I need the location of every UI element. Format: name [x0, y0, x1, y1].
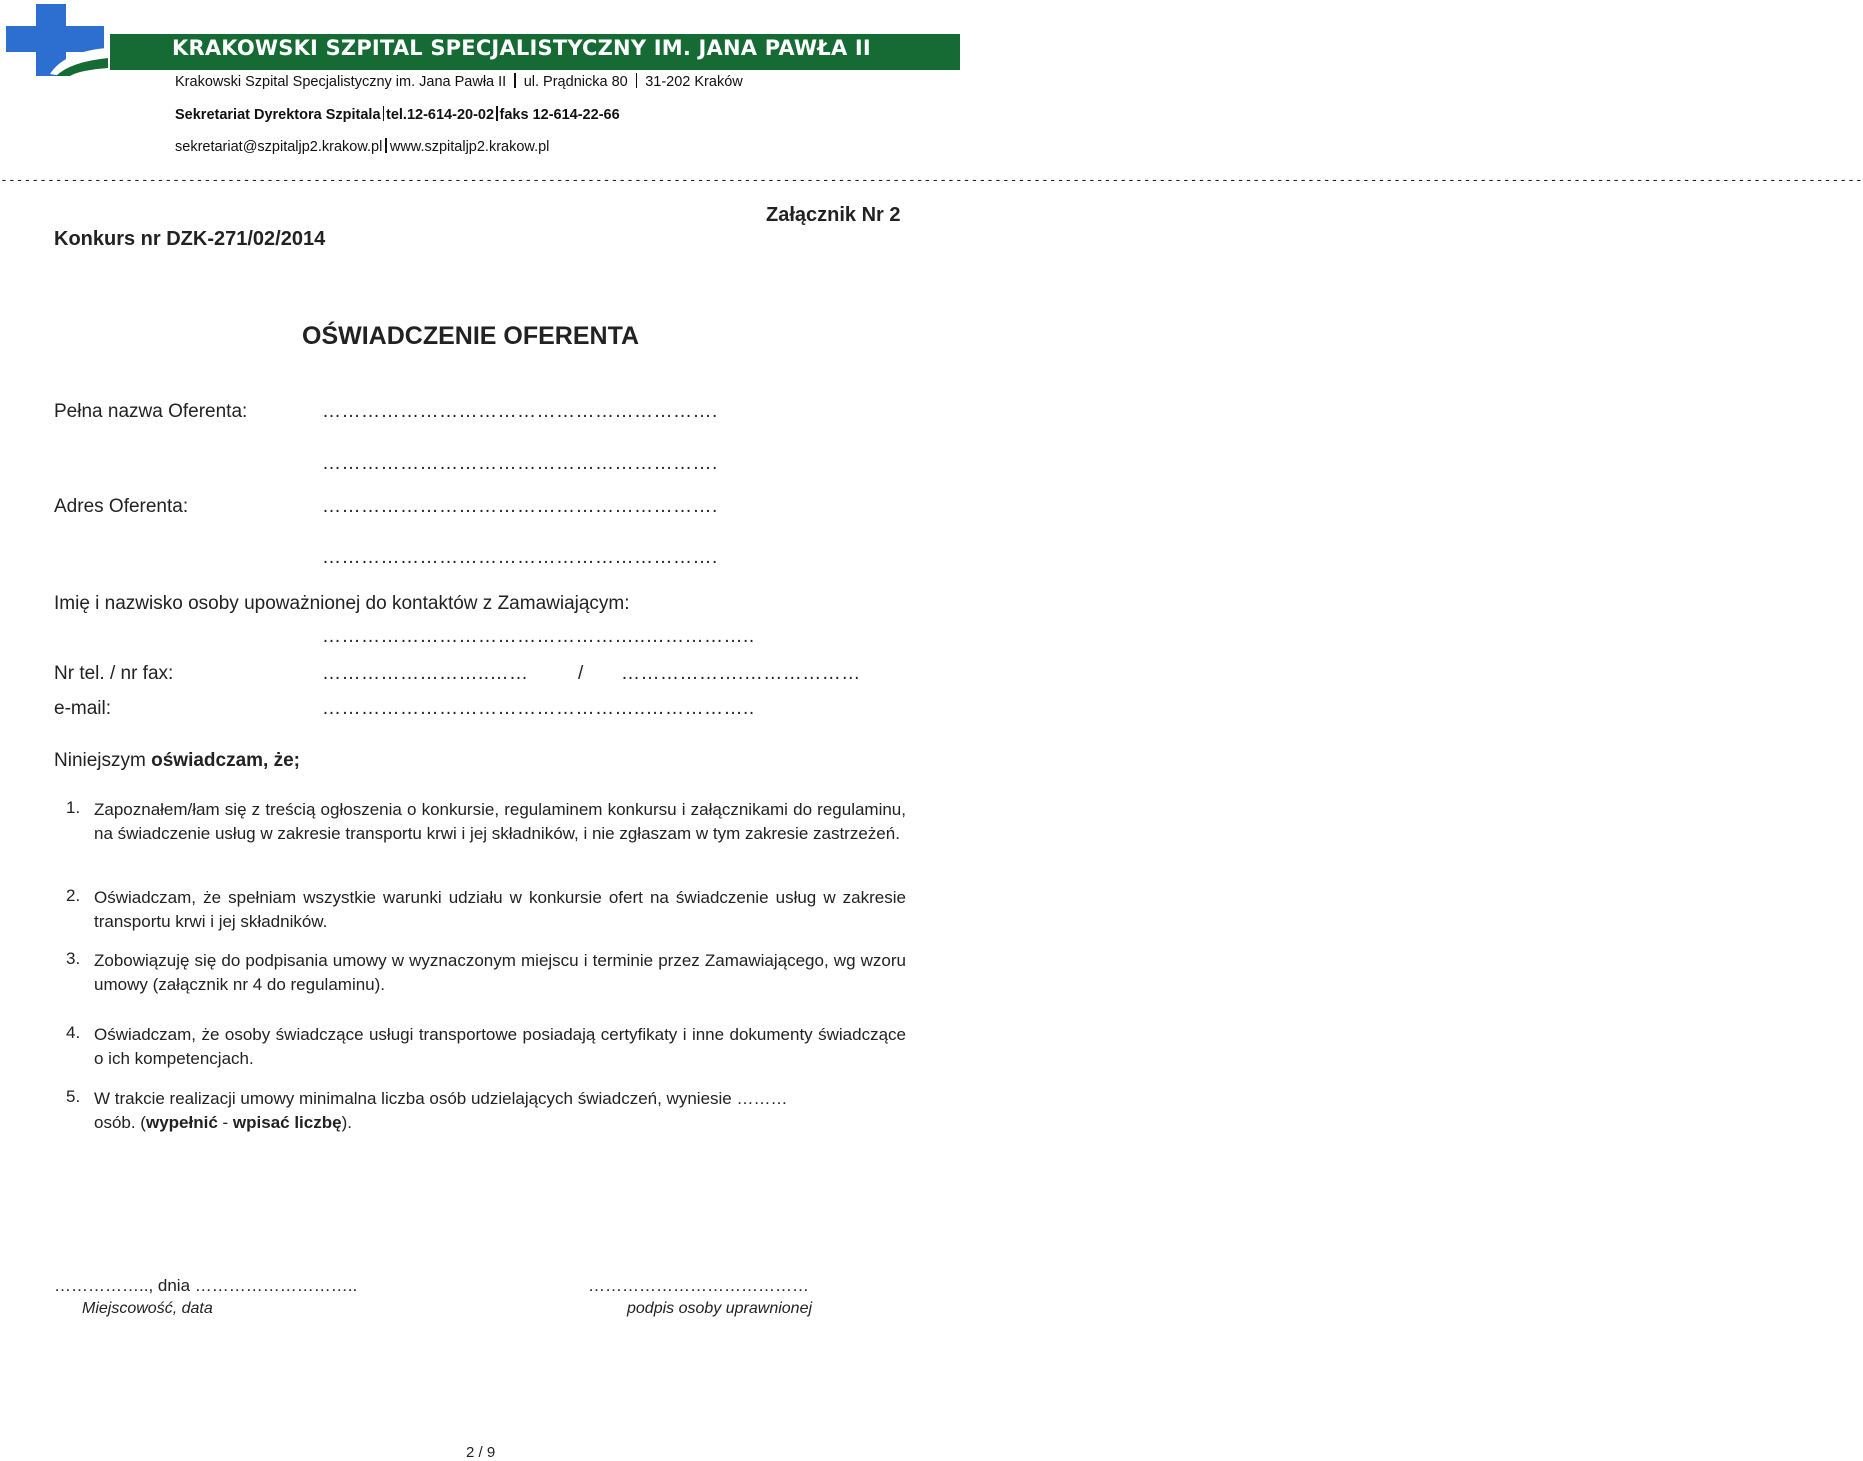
email-link[interactable]: sekretariat@szpitaljp2.krakow.pl	[175, 139, 383, 155]
full-name-field-2[interactable]: …………………………………………………….	[322, 453, 718, 474]
declaration-item-2: Oświadczam, że spełniam wszystkie warunki udziału w konkursie ofert na świadczenie usług w zakresie transportu krwi i jej składników.	[94, 888, 906, 931]
authorized-person-field[interactable]: …………………………………………..……………..	[322, 626, 755, 647]
phone-fax-label: Nr tel. / nr fax:	[54, 663, 174, 684]
item-number: 5.	[66, 1087, 81, 1106]
contact-line	[175, 106, 620, 123]
phone-number: tel.12-614-20-02	[386, 107, 495, 123]
address-field-2[interactable]: …………………………………………………….	[322, 547, 718, 568]
intro-bold-text: oświadczam, że;	[151, 750, 301, 771]
full-name-label: Pełna nazwa Oferenta:	[54, 401, 248, 422]
item-5-line-2-start: osób. (	[94, 1113, 146, 1132]
declaration-item-3: Zobowiązuję się do podpisania umowy w wyznaczonym miejscu i terminie przez Zamawiającego, wg wzoru umowy (załącznik nr 4 do regulaminu).	[94, 951, 906, 994]
phone-field[interactable]: ……………………..……	[322, 663, 529, 684]
phone-fax-slash: /	[578, 663, 584, 684]
address-field[interactable]: …………………………………………………….	[322, 496, 718, 517]
item-5-line-2-end: ).	[341, 1113, 352, 1132]
enter-number-instruction: wpisać liczbę	[232, 1113, 342, 1132]
address-line	[175, 73, 743, 90]
declaration-item-4: Oświadczam, że osoby świadczące usługi transportowe posiadają certyfikaty i inne dokumenty świadczące o ich kompetencjach.	[94, 1025, 906, 1068]
address-name: Krakowski Szpital Specjalistyczny im. Jana Pawła II	[175, 74, 507, 90]
fill-in-instruction: wypełnić	[145, 1113, 218, 1132]
declaration-intro	[54, 750, 300, 772]
address-city: 31-202 Kraków	[645, 74, 743, 90]
item-number: 1.	[66, 798, 81, 817]
item-5-dash: -	[217, 1113, 233, 1132]
declaration-item-5	[94, 1087, 906, 1135]
page-number: 2 / 9	[466, 1444, 496, 1461]
signature-label: podpis osoby uprawnionej	[627, 1300, 813, 1317]
item-number: 2.	[66, 886, 81, 905]
fax-field[interactable]: ……………….………………	[621, 663, 861, 684]
full-name-field[interactable]: …………………………………………………….	[322, 401, 718, 422]
item-number: 4.	[66, 1023, 81, 1042]
item-number: 3.	[66, 949, 81, 968]
document-title: OŚWIADCZENIE OFERENTA	[302, 322, 640, 350]
item-5-line-1: W trakcie realizacji umowy minimalna liczba osób udzielających świadczeń, wyniesie ………	[94, 1089, 788, 1108]
signature-field[interactable]: …………………………………	[588, 1276, 809, 1295]
place-date-label: Miejscowość, data	[82, 1300, 213, 1317]
email-field[interactable]: …………………………………………..……………..	[322, 698, 755, 719]
web-line	[175, 138, 549, 155]
intro-text: Niniejszym	[54, 750, 152, 771]
hospital-cross-logo	[6, 4, 108, 76]
address-label: Adres Oferenta:	[54, 496, 189, 517]
header-divider: ----------------------------------------------------------------------------------------------------------------------------------------------------------------------------------------------------------------------------------------------	[0, 173, 1863, 188]
declaration-item-1: Zapoznałem/łam się z treścią ogłoszenia o konkursie, regulaminem konkursu i załącznikami do regulaminu, na świadczenie usług w zakresie transportu krwi i jej składników, i nie zgłaszam w tym zakresie zastrzeżeń.	[94, 800, 906, 843]
address-street: ul. Prądnicka 80	[523, 74, 628, 90]
place-date-field[interactable]: …………….., dnia ………………………..	[54, 1276, 358, 1295]
hospital-name-banner: KRAKOWSKI SZPITAL SPECJALISTYCZNY IM. JANA PAWŁA II	[172, 36, 871, 60]
secretariat-label: Sekretariat Dyrektora Szpitala	[175, 107, 381, 123]
authorized-person-label: Imię i nazwisko osoby upoważnionej do kontaktów z Zamawiającym:	[54, 593, 630, 614]
email-label: e-mail:	[54, 698, 112, 719]
fax-number: faks 12-614-22-66	[499, 107, 620, 123]
contest-number: Konkurs nr DZK-271/02/2014	[54, 228, 326, 250]
website-link[interactable]: www.szpitaljp2.krakow.pl	[389, 139, 550, 155]
attachment-label: Załącznik Nr 2	[766, 204, 901, 226]
